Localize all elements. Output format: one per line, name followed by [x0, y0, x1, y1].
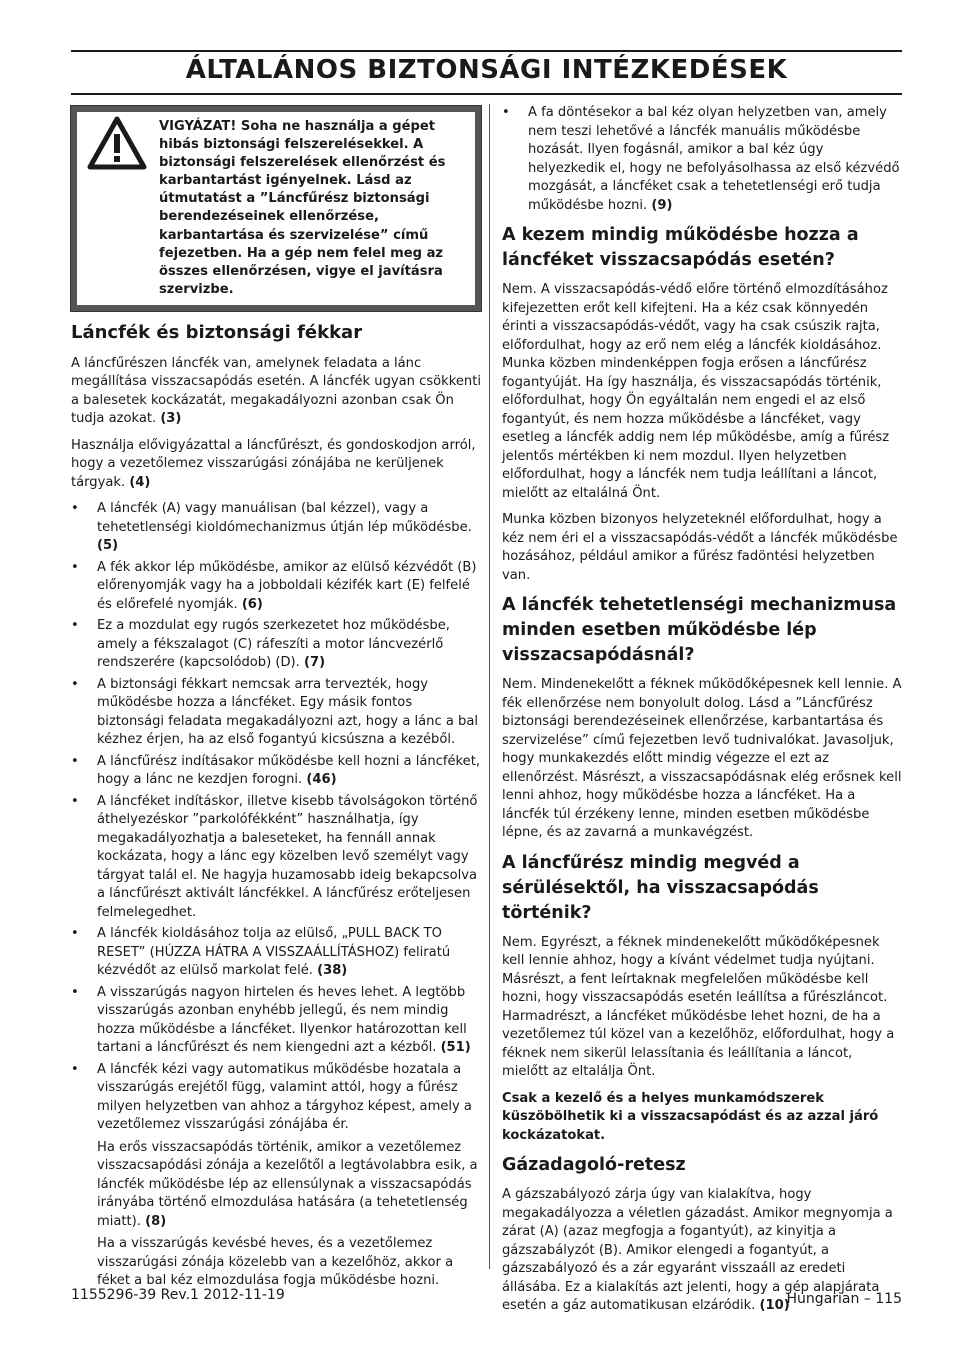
paragraph: Munka közben bizonyos helyzeteknél előfordulhat, hogy a kéz nem éri el a visszacsapódás-védőt a láncfék működésbe hozásához, például amikor a fűrész fadöntési helyzetben van. [502, 512, 898, 583]
warning-text: VIGYÁZAT! Soha ne használja a gépet hibás biztonsági felszerelésekkel. A biztonsági felszerelések ellenőrzést és karbantartást igényelnek. Lásd az útmutatást a ”Láncfűrész biztonsági berendezéseinek ellenőrzése, karbantartása és szervizelése” című fejezetben. Ha a gép nem felel meg az összes ellenőrzésen, vigye el javításra szervizbe. [159, 119, 446, 297]
paragraph: A gázszabályozó zárja úgy van kialakítva, hogy megakadályozza a véletlen gázadást. Amikor megnyomja a zárat (A) (azaz megfogja a fogantyút), az kinyitja a gázszabályzót (B). Amikor elengedi a fogantyút, a gázszabályozó és a zár egyaránt visszaáll az eredeti állásába. Ez a kialakítás azt jelenti, hogy a gép alapjárata esetén a gáz automatikusan elzáródik. (10) [502, 1187, 893, 1313]
footer-page-number: Hungarian – 115 [786, 1291, 902, 1307]
footer-doc-id: 1155296-39 Rev.1 2012-11-19 [71, 1287, 285, 1303]
list-item: • A visszarúgás nagyon hirtelen és heves lehet. A legtöbb visszarúgás azonban enyhébb jellegű, és nem mindig hozza működésbe a láncféket. Ilyenkor határozottan kell tartani a láncfűrészt és nem kiengedni azt a kézből. (51) [71, 984, 481, 1058]
sub-paragraph: Ha a visszarúgás kevésbé heves, és a vezetőlemez visszarúgási zónája közelebb van a kezelőhöz, akkor a féket a bal kéz elmozdulása fogja működésbe hozni. [97, 1236, 454, 1289]
section-heading-inertia-mechanism: A láncfék tehetetlenségi mechanizmusa minden esetben működésbe lép visszacsapódásnál? [502, 595, 897, 665]
section-heading-protection: A láncfűrész mindig megvéd a sérülésektől, ha visszacsapódás történik? [502, 852, 819, 923]
section-heading-chain-brake: Láncfék és biztonsági fékkar [71, 321, 363, 343]
right-column [502, 104, 902, 1324]
list-item: • A láncféket indításkor, illetve kisebb távolságokon történő áthelyezéskor ”parkolófékként” használhatja, így megakadályozhatja a baleseteket, ha fennáll annak kockázata, hogy a lánc egy közelben levő személyt vagy tárgyat talál el. Ne hagyja huzamosabb ideig bekapcsolva a láncfűrészt aktivált láncfékkel. A láncfűrész erőteljesen felmelegedhet. [71, 793, 481, 923]
title-rule [71, 93, 902, 95]
list-item: • A láncfűrész indításakor működésbe kell hozni a láncféket, hogy a lánc ne kezdjen forogni. (46) [71, 753, 481, 790]
list-item: • A biztonsági fékkart nemcsak arra tervezték, hogy működésbe hozza a láncféket. Egy másik fontos biztonsági feladata megakadályozni azt, hogy a lánc a bal kézhez érjen, ha az első fogantyú kicsúszna a kezéből. [71, 676, 481, 750]
section-heading-hand-activation: A kezem mindig működésbe hozza a láncféket visszacsapódás esetén? [502, 225, 859, 270]
page-title: ÁLTALÁNOS BIZTONSÁGI INTÉZKEDÉSEK [185, 55, 788, 85]
warning-box [71, 106, 481, 311]
bold-paragraph: Csak a kezelő és a helyes munkamódszerek küszöbölhetik ki a visszacsapódást és az azzal járó kockázatokat. [502, 1090, 879, 1143]
sub-paragraph: Ha erős visszacsapódás történik, amikor a vezetőlemez visszacsapódási zónája a kezelőtől a legtávolabbra esik, a láncfék működésbe lép az ellensúlynak a visszacsapódás irányába történő elmozdulása hatására (a tehetetlenség miatt). (8) [97, 1139, 478, 1229]
section-heading-throttle-lockout: Gázadagoló-retesz [502, 1155, 686, 1175]
paragraph: Nem. A visszacsapódás-védő előre történő elmozdításához kifejezetten erőt kell kifejteni. Ha a kéz csak könnyedén érinti a visszacsapódás-védőt, vagy ha csak csúszik rajta, előfordulhat, hogy az erő nem elég a láncfék kioldásához. Munka közben mindenképpen fogja erősen a láncfűrész fogantyúját. Ha így használja, és visszacsapódás történik, előfordulhat, hogy Ön egyáltalán nem engedi el az első fogantyút, és nem hozza működésbe a láncféket, vagy esetleg a láncfék addig nem lép működésbe, amíg a fűrész jelentős mértékben ki nem mozdul. Ilyen helyzetben előfordulhat, hogy a láncfék nem tudja leállítani a láncot, mielőtt az eltalálná Önt. [502, 282, 890, 501]
top-rule [71, 50, 902, 52]
list-item: • A láncfék kézi vagy automatikus működésbe hozatala a visszarúgás erejétől függ, valamint attól, hogy a fűrész milyen helyzetben van ahhoz a tárgyhoz képest, amely a vezetőlemez visszarúgási zónájába ér. Ha erős visszacsapódás történik, amikor a vezetőlemez visszacsapódási zónája a kezelőtől a legtávolabbra esik, a láncfék működésbe lép az ellensúlynak a visszacsapódás irányába történő elmozdulása hatására (a tehetetlenség miatt). (8) Ha a visszarúgás kevésbé heves, és a vezetőlemez visszarúgási zónája közelebb van a kezelőhöz, akkor a féket a bal kéz elmozdulása fogja működésbe hozni. [71, 1061, 481, 1291]
left-column [71, 104, 481, 1297]
bullet-list [71, 500, 481, 1291]
list-item: • A láncfék (A) vagy manuálisan (bal kézzel), vagy a tehetetlenségi kioldómechanizmus útján lép működésbe. (5) [71, 500, 481, 556]
list-item: • A fék akkor lép működésbe, amikor az elülső kézvédőt (B) előrenyomják vagy ha a jobboldali kézifék kart (E) felfelé és előrefelé nyomják. (6) [71, 559, 481, 615]
list-item: • Ez a mozdulat egy rugós szerkezetet hoz működésbe, amely a fékszalagot (C) ráfeszíti a motor láncvezérlő rendszerére (kapcsolódob) (D). (7) [71, 617, 481, 673]
column-divider [489, 104, 490, 1269]
list-item: • A fa döntésekor a bal kéz olyan helyzetben van, amely nem teszi lehetővé a láncfék manuális működésbe hozását. Ilyen fogásnál, amikor a bal kéz úgy helyezkedik el, hogy ne befolyásolhassa az első kézvédő mozgását, a láncféket csak a tehetetlenségi erő tudja működésbe hozni. (9) [502, 104, 902, 215]
paragraph: A láncfűrészen láncfék van, amelynek feladata a lánc megállítása visszacsapódás esetén. A láncfék ugyan csökkenti a balesetek kockázatát, megakadályozni azonban csak Ön tudja azokat. (3) [71, 355, 481, 427]
warning-triangle-icon [87, 116, 147, 170]
bullet-list [502, 104, 902, 215]
paragraph: Nem. Egyrészt, a féknek mindenekelőtt működőképesnek kell lennie ahhoz, hogy a kívánt védelmet tudja nyújtani. Másrészt, a fent leírtaknak megfelelően működésbe kell hozni, hogy visszacsapódás esetén leállítsa a fűrészláncot. Harmadrészt, a láncféket működésbe lehet hozni, de ha a vezetőlemez túl közel van a kezelőhöz, előfordulhat, hogy a féknek nem sikerül lelassítania és leállítania a láncot, mielőtt az eltalálja Önt. [502, 934, 895, 1079]
paragraph: Nem. Mindenekelőtt a féknek működőképesnek kell lennie. A fék ellenőrzése nem bonyolult dolog. Lásd a ”Láncfűrész biztonsági berendezéseinek ellenőrzése, karbantartása és szervizelése” című fejezetben levő tudnivalókat. Javasoljuk, hogy munkakezdés előtt mindig végezze el ezt az ellenőrzést. Másrészt, a visszacsapódásnak elég erősnek kell lenni ahhoz, hogy működésbe hozza a láncféket. Ha a láncfék túl érzékeny lenne, minden esetben működésbe lépne, és az zavarná a munkavégzést. [502, 677, 902, 840]
list-item: • A láncfék kioldásához tolja az elülső, „PULL BACK TO RESET” (HÚZZA HÁTRA A VISSZAÁLLÍTÁSHOZ) feliratú kézvédőt az elülső markolat felé. (38) [71, 925, 481, 981]
paragraph: Használja elővigyázattal a láncfűrészt, és gondoskodjon arról, hogy a vezetőlemez visszarúgási zónájába ne kerüljenek tárgyak. (4) [71, 437, 476, 490]
